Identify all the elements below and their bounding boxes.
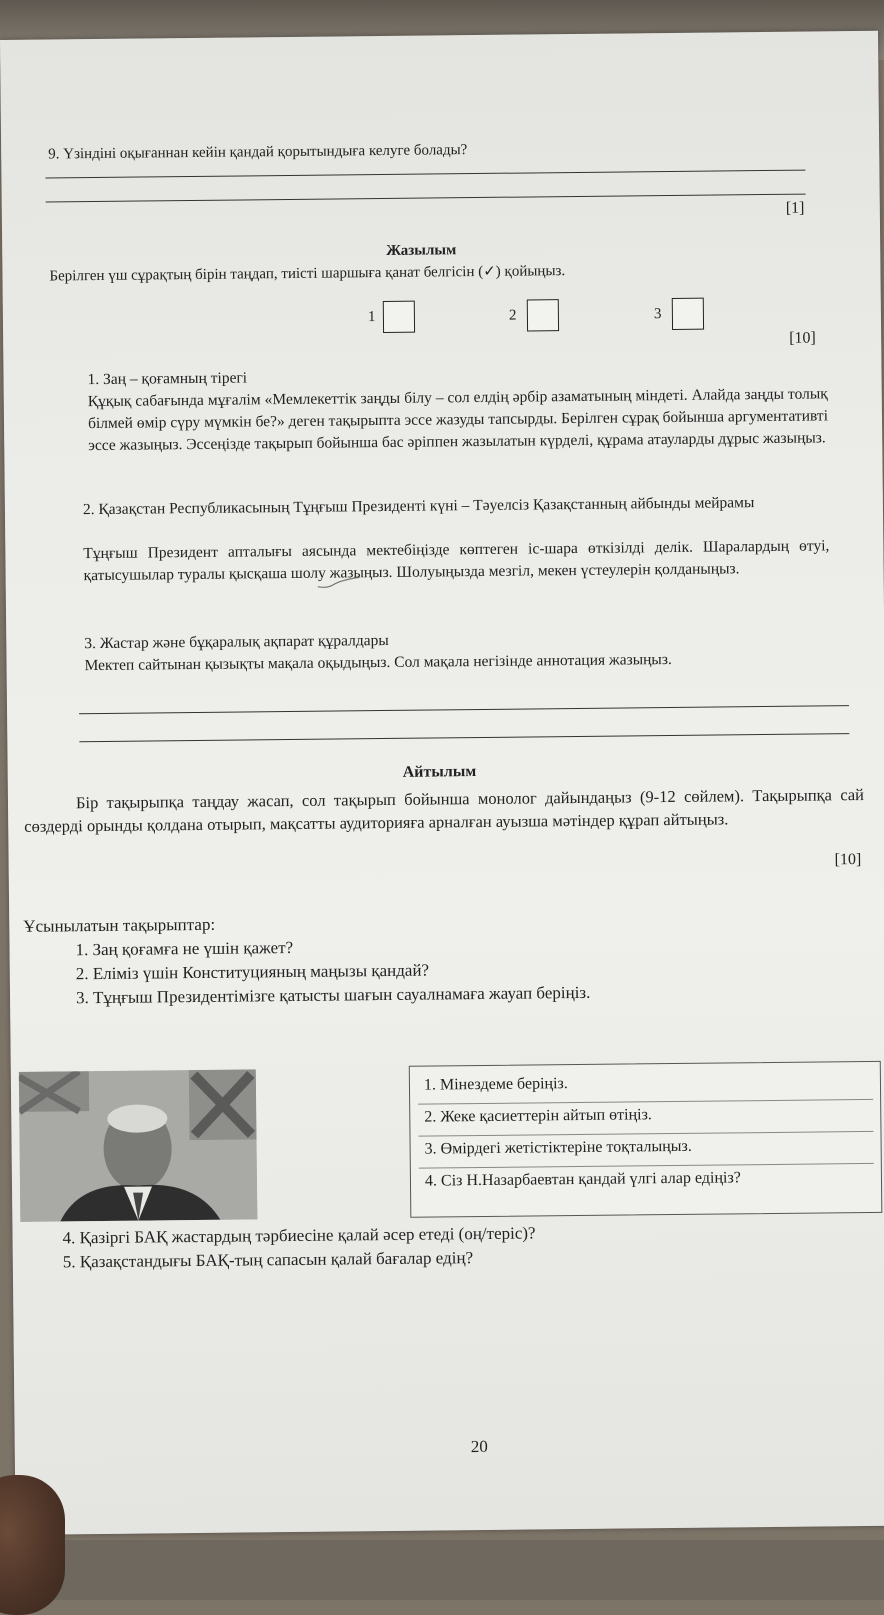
separator [419,1163,874,1169]
answer-line-1[interactable] [45,170,805,179]
aitylym-instructions: Бір тақырыпқа таңдау жасап, сол тақырып бойынша монолог дайындаңыз (9-12 сөйлем). Тақырыпқа сай сөздерді орынды қолдана отырып, мақсатты аудиторияға арналған ауызша мәтіндер құрап айтыңыз. [24,784,865,836]
section-title-zhazylym: Жазылым [386,242,457,259]
answer-line-2[interactable] [46,194,806,203]
box-label-2: 2 [508,307,517,324]
topic-1-title: 1. Заң – қоғамның тірегі [87,369,248,389]
suggested-topic-1: 1. Заң қоғамға не үшін қажет? [75,937,294,960]
box-label-3: 3 [653,306,662,323]
choice-box-3[interactable] [672,298,704,330]
suggested-topic-4: 4. Қазіргі БАҚ жастардың тәрбиесіне қалай әсер етеді (оң/теріс)? [62,1223,536,1248]
topic-3-body: Мектеп сайтынан қызықты мақала оқыдыңыз. Сол мақала негізінде аннотация жазыңыз. [84,650,672,675]
section-title-aitylym: Айтылым [402,763,477,781]
suggested-topics-label: Ұсынылатын тақырыптар: [23,914,216,936]
topic-1-body: Құқық сабағында мұғалім «Мемлекеттік заңды білу – сол елдің әрбір азаматының міндеті. Алайда заңды толық білмей өмір сүру мүмкін бе?» деген тақырыпта эссе жазуды тапсырды. Берілген сұрақ бойынша аргументативті эссе жазыңыз. Эссеңізде тақырып бойынша бас әріппен жазылатын күрделі, құрама атауларды дұрыс жазыңыз. [87,385,829,455]
page-number: 20 [470,1436,488,1457]
survey-questions-box [409,1061,883,1218]
separator [418,1131,873,1137]
suggested-topic-3: 3. Тұңғыш Президентімізге қатысты шағын сауалнамаға жауап беріңіз. [75,982,591,1008]
separator [418,1099,873,1105]
choice-box-1[interactable] [383,301,415,333]
choice-box-2[interactable] [527,299,559,331]
survey-question-4: 4. Сіз Н.Назарбаевтан қандай үлгі алар едіңіз? [424,1169,741,1190]
thumb-in-photo [0,1475,65,1615]
score-q9: [1] [785,199,805,217]
score-zhazylym: [10] [789,329,816,347]
suggested-topic-2: 2. Еліміз үшін Конституцияның маңызы қандай? [75,960,430,984]
survey-question-1: 1. Мінездеме беріңіз. [423,1075,568,1094]
topic-2-title: 2. Қазақстан Республикасының Тұңғыш Президенті күні – Тәуелсіз Қазақстанның айбынды мейрамы [82,494,755,519]
portrait-photo [19,1069,258,1221]
zhazylym-instruction: Берілген үш сұрақтың бірін таңдап, тиісті шаршыға қанат белгісін (✓) қойыңыз. [49,263,566,285]
topic-2-body: Тұңғыш Президент апталығы аясында мектебіңізде көптеген іс-шара өткізілді делік. Шаралардың өтуі, қатысушылар туралы қысқаша шолу жазыңыз. Шолуыңызда мезгіл, мекен үстеулерін қолданыңыз. [83,537,830,585]
suggested-topic-5: 5. Қазақстандығы БАҚ-тың сапасын қалай бағалар едің? [62,1248,474,1272]
background-bottom [0,1540,884,1600]
question-9: 9. Үзіндіні оқығаннан кейін қандай қорытындыға келуге болады? [48,142,468,163]
answer-line-4[interactable] [79,733,849,742]
survey-question-3: 3. Өмірдегі жетістіктеріне тоқталыңыз. [424,1137,692,1158]
topic-3-title: 3. Жастар және бұқаралық ақпарат құралдары [84,631,389,653]
score-aitylym: [10] [834,851,862,869]
answer-line-3[interactable] [79,705,849,714]
box-label-1: 1 [367,309,376,326]
survey-question-2: 2. Жеке қасиеттерін айтып өтіңіз. [424,1106,652,1126]
worksheet-page [0,31,884,1535]
